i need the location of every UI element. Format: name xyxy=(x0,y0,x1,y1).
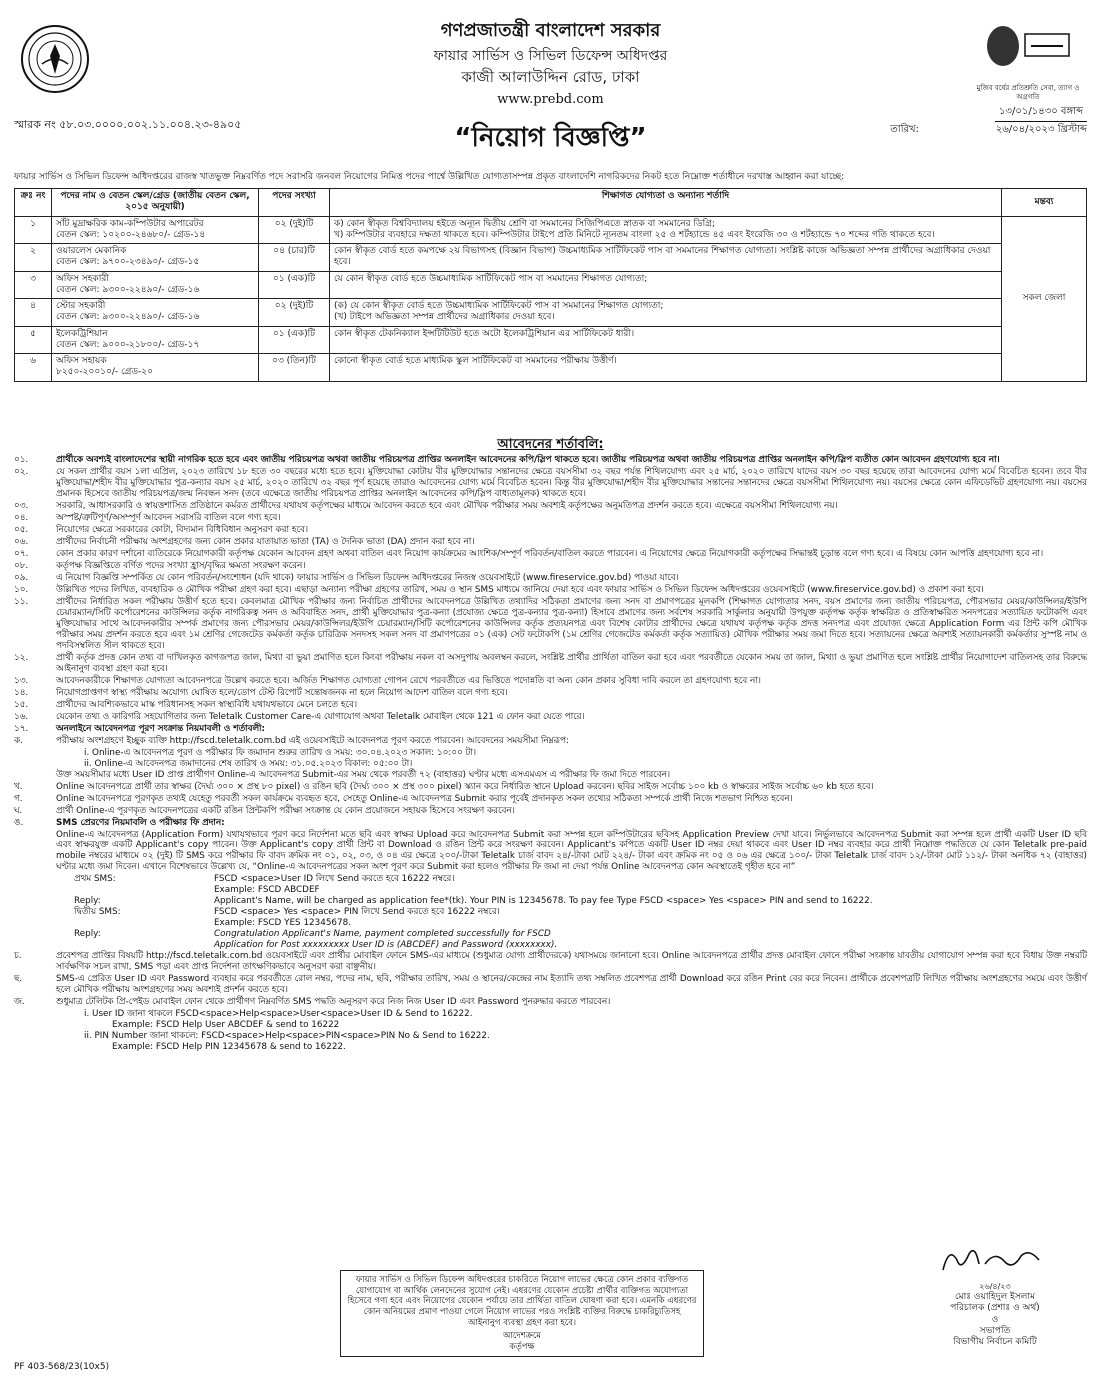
pay-scale: বেতন স্কেল: ৯০০০-২১৮০০/- গ্রেড-১৭ xyxy=(56,339,200,350)
rule-number: ক. xyxy=(14,735,23,746)
pay-scale: বেতন স্কেল: ৯৭০০-২৩৪৯০/- গ্রেড-১৫ xyxy=(56,257,200,268)
qualification-line: কোন স্বীকৃত টেকনিক্যাল ইন্সটিটিউট হতে অটো ইলেকট্রিশিয়ান এর সার্টিফিকেট ধারী। xyxy=(334,328,635,339)
condition-number: ১২. xyxy=(14,652,29,663)
row-serial: ৫ xyxy=(15,326,52,354)
order-text: আদেশক্রমে xyxy=(502,1331,542,1342)
col-remark: মন্তব্য xyxy=(1002,189,1087,217)
condition-item xyxy=(14,549,1087,560)
online-rule-kha xyxy=(14,782,1087,793)
remark-cell: সকল জেলা xyxy=(1002,216,1087,381)
row-qualification xyxy=(330,216,1002,244)
condition-number: ০৯. xyxy=(14,572,29,583)
sms-first xyxy=(14,874,1087,885)
condition-item xyxy=(14,597,1087,652)
pay-scale: বেতন স্কেল: ১০২০০-২৪৬৮০/- গ্রেড-১৪ xyxy=(56,229,206,240)
sms-value: Applicant's Name, will be charged as application fee*(tk). Your PIN is 12345678. To pay fee Type FSCD <space> Yes <space> PIN and send to 16222. xyxy=(214,896,873,907)
row-count: ০২ (দুই)টি xyxy=(259,299,330,327)
mujib-year-slogan: মুজিব বর্ষের প্রতিশ্রুতি সেবা, ত্যাগ ও অগ্রগতি xyxy=(976,84,1080,101)
row-serial: ৩ xyxy=(15,271,52,299)
website: www.prebd.com xyxy=(497,92,604,107)
rule-title: SMS প্রেরণের নিয়মাবলি ও পরীক্ষার ফি প্রদান: xyxy=(56,817,225,828)
sms-example: Example: FSCD ABCDEF xyxy=(214,885,320,896)
memo-number: স্মারক নং ৫৮.০৩.০০০০.০০২.১১.০০৪.২৩-৪৯০৫ xyxy=(14,118,242,131)
col-qualification: শিক্ষাগত যোগ্যতা ও অন্যান্য শর্তাদি xyxy=(330,189,1002,217)
address: কাজী আলাউদ্দিন রোড, ঢাকা xyxy=(461,68,640,86)
mujib-year-logo xyxy=(973,20,1083,100)
rule-text: উক্ত সময়সীমার মধ্যে User ID প্রাপ্ত প্রার্থীগণ Online-এ আবেদনপত্র Submit-এর সময় থেকে পরবর্তী ৭২ (বাহাত্তর) ঘণ্টার মধ্যে এসএমএস এ পরীক্ষার ফি জমা দিতে পারবেন। xyxy=(56,769,670,780)
row-serial: ১ xyxy=(15,216,52,244)
row-qualification xyxy=(330,326,1002,354)
condition-number: ১০. xyxy=(14,584,29,595)
condition-item xyxy=(14,467,1087,500)
handwritten-signature-icon xyxy=(935,1240,1055,1280)
condition-number: ০৮. xyxy=(14,560,29,571)
condition-number: ১৪. xyxy=(14,687,29,698)
date-bangla: ১৩/০১/১৪৩০ বঙ্গাব্দ xyxy=(995,106,1087,122)
row-count: ০৪ (চার)টি xyxy=(259,244,330,272)
qualification-line: কোন স্বীকৃত বোর্ড হতে কমপক্ষে ২য় বিভাগসহ (বিজ্ঞান বিভাগ) উচ্চমাধ্যমিক সার্টিফিকেট পাস বা সমমানের শিক্ষাগত যোগ্যতা। সংশ্লিষ্ট কাজে অভিজ্ঞতা সম্পন্ন প্রার্থীদের অগ্রাধিকার দেওয়া হবে। xyxy=(334,246,991,268)
condition-number: ১৩. xyxy=(14,675,29,686)
online-rule-ja xyxy=(14,997,1087,1008)
condition-number: ১৬. xyxy=(14,711,29,722)
rule-text: পরীক্ষায় অংশগ্রহণে ইচ্ছুক ব্যক্তি http://fscd.teletalk.com.bd এই ওয়েবসাইটে আবেদনপত্র পূরণ করতে পারবেন। আবেদনের সময়সীমা নিম্নরূপ: xyxy=(56,735,569,746)
sms-reply-2-cont xyxy=(14,940,1087,951)
condition-text: প্রার্থীদের নির্ধারিত সকল পরীক্ষায় উত্তীর্ণ হতে হবে। কেবলমাত্র মৌখিক পরীক্ষার জন্য নির্বাচিত প্রার্থীদের আবেদনপত্রে উল্লিখিত তথ্যাদির সঠিকতা প্রমাণের জন্য সনদ বা প্রমাণপত্রের মূলকপি (শিক্ষাগত যোগ্যতার সনদ, বয়স প্রমাণের জন্য জাতীয় পরিচয়পত্র, পৌরসভার মেয়র/কাউন্সিলর/ইউপি চেয়ারম্যান/সিটি কর্পোরেশনের কাউন্সিলর কর্তৃক নাগরিকত্ব সনদ ও অবিবাহিত সনদ, প্রার্থী মুক্তিযোদ্ধার পুত্র-কন্যা (প্রযোজ্য ক্ষেত্রে পুত্র-কন্যার পুত্র-কন্যা) হিসাবে প্রমাণের জন্য সর্বশেষ সরকারি সার্কুলার অনুযায়ী উপযুক্ত কর্তৃপক্ষ কর্তৃক স্বাক্ষরিত ও প্রতিস্বাক্ষরিত সনদপত্রের সত্যায়িত ফটোকপি এবং মুক্তিযোদ্ধার সাথে আবেদনকারীর সম্পর্ক প্রমাণের জন্য পৌরসভার মেয়র/কাউন্সিলর/ইউপি চেয়ারম্যান/সিটি কর্পোরেশনের কাউন্সিলর কর্তৃক প্রত্যয়নপত্র এবং বিশেষ কোটার প্রার্থীদের ক্ষেত্রে যথাযথ কর্তৃপক্ষ কর্তৃক প্রদত্ত সনদপত্র এবং প্রযোজ্য ক্ষেত্রে Application Form এর প্রিন্ট কপি মৌখিক পরীক্ষার সময় প্রদর্শন করতে হবে এবং ১ম শ্রেণির গেজেটেড কর্মকর্তা কর্তৃক চারিত্রিক সনদসহ সকল সনদ বা প্রমাণপত্রের ০১ (এক) সেট ফটোকপি (১ম শ্রেণির গেজেটেড কর্মকর্তা কর্তৃক সত্যায়িত) মৌখিক পরীক্ষার সময় জমা দিতে হবে। সত্যায়নের ক্ষেত্রে অবশ্যই সত্যায়নকারী কর্মকর্তার সুস্পষ্ট নাম ও পদবিসম্বলিত সীল থাকতে হবে। xyxy=(56,596,1087,651)
table-row xyxy=(15,216,1087,244)
sms-reply-1 xyxy=(14,896,1087,907)
condition-text: নিয়োগের ক্ষেত্রে সরকারের কোটা, বিদ্যমান বিধিবিধান অনুসরণ করা হবে। xyxy=(56,524,309,535)
condition-number: ১৭. xyxy=(14,723,29,734)
row-post xyxy=(52,299,259,327)
sms-example: Example: FSCD YES 12345678. xyxy=(214,918,352,929)
qualification-line: ক) কোন স্বীকৃত বিশ্ববিদ্যালয় হইতে অন্যূন দ্বিতীয় শ্রেণি বা সমমানের সিজিপিএতে স্নাতক বা সমমানের ডিগ্রি; xyxy=(334,218,716,229)
row-count: ০১ (এক)টি xyxy=(259,271,330,299)
rule-number: জ. xyxy=(14,997,25,1008)
schedule-end: ii. Online-এ আবেদনপত্র জমাদানের শেষ তারিখ ও সময়: ৩১.০৫.২০২৩ বিকাল: ০৫:০০ টা। xyxy=(84,758,413,769)
signer-committee: বিভাগীয় নির্বাচন কমিটি xyxy=(953,1337,1037,1347)
condition-item xyxy=(14,700,1087,711)
signer-role: সভাপতি xyxy=(979,1325,1011,1336)
sms-label: প্রথম SMS: xyxy=(74,874,116,885)
post-name: স্টোর সহকারী xyxy=(56,301,106,311)
qualification-line: (খ) টাইপে অভিজ্ঞতা সম্পন্ন প্রার্থীদের অগ্রাধিকার দেওয়া হবে। xyxy=(334,312,555,323)
condition-text: প্রার্থীদের নির্বাচনী পরীক্ষায় অংশগ্রহণের জন্য কোন প্রকার যাতায়াত ভাতা (TA) ও দৈনিক ভাতা (DA) প্রদান করা হবে না। xyxy=(56,536,475,547)
recover-pin-example: Example: FSCD Help PIN 12345678 & send to 16222. xyxy=(112,1042,346,1053)
rule-text: প্রার্থী Online-এ পূরণকৃত আবেদনপত্রের একটি রঙিন প্রিন্টকপি পরীক্ষা সংক্রান্ত যে কোন প্রয়োজনে সহায়ক হিসেবে সংরক্ষণ করবেন। xyxy=(56,805,515,816)
col-post-name: পদের নাম ও বেতন স্কেল/গ্রেড (জাতীয় বেতন স্কেল, ২০১৫ অনুযায়ী) xyxy=(52,189,259,217)
table-row xyxy=(15,271,1087,299)
condition-text: সরকারি, আধাসরকারি ও স্বায়ত্তশাসিত প্রতিষ্ঠানে কর্মরত প্রার্থীদের যথাযথ কর্তৃপক্ষের মাধ্যমে আবেদন করতে হবে এবং মৌখিক পরীক্ষার সময় অবশ্যই কর্তৃপক্ষের অনুমতিপত্র প্রদর্শন করতে হবে। এক্ষেত্রে বয়সসীমা শিথিলযোগ্য নয়। xyxy=(56,500,838,511)
condition-item xyxy=(14,525,1087,536)
row-post xyxy=(52,354,259,382)
rule-number: গ. xyxy=(14,793,23,804)
condition-text: এ নিয়োগ বিজ্ঞপ্তি সম্পর্কিত যে কোন পরিবর্তন/সংশোধন (যদি থাকে) ফায়ার সার্ভিস ও সিভিল ডিফেন্স অধিদপ্তরের নিজস্ব ওয়েবসাইটে (www.fireservice.gov.bd) পাওয়া যাবে। xyxy=(56,572,679,583)
date-block xyxy=(995,106,1087,136)
post-name: ওয়ারলেস মেকানিক xyxy=(56,246,127,256)
condition-text: উল্লিখিত পদের লিখিত, ব্যবহারিক ও মৌখিক পরীক্ষা গ্রহণ করা হবে। এছাড়া অন্যান্য পরীক্ষা গ্রহণের তারিখ, সময় ও স্থান SMS মাধ্যমে জানিয়ে দেয়া হবে এবং ফায়ার সার্ভিস ও সিভিল ডিফেন্স অধিদপ্তরের ওয়েবসাইটে (www.fireservice.gov.bd) ও প্রকাশ করা হবে। xyxy=(56,584,984,595)
condition-number: ১১. xyxy=(14,596,29,607)
row-qualification xyxy=(330,299,1002,327)
sms-value: FSCD <space>User ID লিখে Send করতে হবে 16222 নম্বরে। xyxy=(214,874,455,885)
condition-text: কোন প্রকার কারণ দর্শানো ব্যতিরেকে নিয়োগকারী কর্তৃপক্ষ যেকোন আবেদন গ্রহণ অথবা বাতিল এবং নিয়োগ কার্যক্রমের আংশিক/সম্পূর্ণ পরিবর্তন/বাতিল করতে পারবেন। এ নিয়োগের ক্ষেত্রে নিয়োগকারী কর্তৃপক্ষের সিদ্ধান্তই চূড়ান্ত বলে গণ্য হবে। এ বিষয়ে কোন আপত্তি গ্রহণযোগ্য হবে না। xyxy=(56,548,1044,559)
condition-item xyxy=(14,585,1087,596)
condition-text: অনলাইনে আবেদনপত্র পূরণ সংক্রান্ত নিয়মাবলী ও শর্তাবলী: xyxy=(56,723,266,734)
post-name: ইলেকট্রিশিয়ান xyxy=(56,328,108,339)
condition-item xyxy=(14,712,1087,723)
condition-item xyxy=(14,688,1087,699)
signature-block xyxy=(910,1240,1080,1348)
condition-text: যেকোন তথ্য ও কারিগরি সহযোগিতার জন্য Teletalk Customer Care-এ যোগাযোগ অথবা Teletalk মোবাইল থেকে 121 এ ফোন করা যেতে পারে। xyxy=(56,711,585,722)
row-post xyxy=(52,326,259,354)
online-rule-ka xyxy=(14,736,1087,747)
row-qualification xyxy=(330,271,1002,299)
condition-item xyxy=(14,676,1087,687)
qualification-line: (ক) যে কোন স্বীকৃত বোর্ড হতে উচ্চমাধ্যমিক সার্টিফিকেট পাস বা সমমানের শিক্ষাগত যোগ্যতা; xyxy=(334,301,664,311)
sms-second xyxy=(14,907,1087,918)
col-post-count: পদের সংখ্যা xyxy=(259,189,330,217)
rule-text: Online আবেদনপত্রে পূরণকৃত তথ্যই যেহেতু পরবর্তী সকল কার্যক্রমে ব্যবহৃত হবে, সেহেতু Online-এ আবেদনপত্র Submit করার পূর্বেই প্রদানকৃত সকল তথ্যের সঠিকতা সম্পর্কে প্রার্থী নিজে শতভাগ নিশ্চিত হবেন। xyxy=(56,793,793,804)
recover-pin: ii. PIN Number জানা থাকলে: FSCD<space>Help<space>PIN<space>PIN No & Send to 16222. xyxy=(84,1031,490,1042)
row-post xyxy=(52,271,259,299)
rule-number: ছ. xyxy=(14,974,23,985)
row-qualification xyxy=(330,354,1002,382)
rule-text: প্রবেশপত্র প্রাপ্তির বিষয়টি http://fscd.teletalk.com.bd ওয়েবসাইটে এবং প্রার্থীর মোবাইল ফোনে SMS-এর মাধ্যমে (শুধুমাত্র যোগ্য প্রার্থীদেরকে) যথাসময়ে জানানো হবে। Online আবেদনপত্রে প্রার্থীর প্রদত্ত মোবাইল ফোনে পরীক্ষা সংক্রান্ত যাবতীয় যোগাযোগ সম্পন্ন করা হবে বিধায় উক্ত নম্বরটি সার্বক্ষণিক সচল রাখা, SMS পড়া এবং প্রাপ্ত নির্দেশনা তাৎক্ষণিকভাবে অনুসরণ করা বাঞ্ছনীয়। xyxy=(56,951,1087,973)
sms-value: Application for Post xxxxxxxxx User ID is (ABCDEF) and Password (xxxxxxxx). xyxy=(214,940,558,951)
signer-and: ও xyxy=(991,1314,999,1325)
rule-text: SMS-এ প্রেরিত User ID এবং Password ব্যবহার করে পরবর্তীতে রোল নম্বর, পদের নাম, ছবি, পরীক্ষার তারিখ, সময় ও স্থানের/কেন্দ্রের নাম ইত্যাদি তথ্য সম্বলিত প্রবেশপত্র প্রার্থী Download করে রঙিন Print বের করে নিবেন। প্রার্থীকে প্রবেশপত্রটি লিখিত পরীক্ষায় অংশগ্রহণের সময়ে এবং উত্তীর্ণ হলে মৌখিক পরীক্ষায় অংশগ্রহণের সময় অবশ্যই প্রদর্শন করতে হবে। xyxy=(56,974,1087,996)
sms-reply-2 xyxy=(14,929,1087,940)
post-name: অফিস সহকারী xyxy=(56,273,109,284)
row-serial: ৪ xyxy=(15,299,52,327)
condition-text: যে সকল প্রার্থীর বয়স ১লা এপ্রিল, ২০২৩ তারিখে ১৮ হতে ৩০ বছরের মধ্যে হতে হবে। মুক্তিযোদ্ধা কোটায় বীর মুক্তিযোদ্ধার সন্তানদের ক্ষেত্রে বয়সসীমা ৩২ বছর পর্যন্ত শিথিলযোগ্য এবং ২৫ মার্চ, ২০২০ তারিখে যাদের বয়স ৩০ বছর হয়েছে তারা আবেদনের যোগ্য মর্মে বিবেচিত হবেন। তবে বীর মুক্তিযোদ্ধা/শহীদ বীর মুক্তিযোদ্ধার পুত্র-কন্যার বয়স ২৫ মার্চ, ২০২০ তারিখে ৩২ বছর পূর্ণ হয়েছে তারাও আবেদনের যোগ্য মর্মে বিবেচিত হবেন। কিন্তু বীর মুক্তিযোদ্ধা/শহীদ বীর মুক্তিযোদ্ধার সন্তানের সন্তানদের ক্ষেত্রে বয়সসীমা শিথিলযোগ্য নয়। বয়সের ক্ষেত্রে কোন এফিডেভিট গ্রহণযোগ্য নয়। বয়সের প্রমানক হিসেবে জাতীয় পরিচয়পত্র/জন্ম নিবন্ধন সনদ (তবে এক্ষেত্রে জাতীয় পরিচয়পত্র প্রাপ্তির অনলাইন আবেদনের কপি/স্লিপ বাধ্যতামূলক) থাকতে হবে। xyxy=(56,466,1087,499)
row-serial: ২ xyxy=(15,244,52,272)
table-row xyxy=(15,299,1087,327)
condition-number: ০৪. xyxy=(14,512,29,523)
date-english: ২৬/০৪/২০২৩ খ্রিস্টাব্দ xyxy=(995,123,1087,135)
table-row xyxy=(15,244,1087,272)
online-rule-note xyxy=(14,770,1087,781)
row-qualification xyxy=(330,244,1002,272)
condition-number: ০৫. xyxy=(14,524,29,535)
condition-item xyxy=(14,513,1087,524)
condition-item xyxy=(14,501,1087,512)
recover-user-id: i. User ID জানা থাকলে FSCD<space>Help<space>User<space>User ID & Send to 16222. xyxy=(84,1009,473,1020)
pay-scale: বেতন স্কেল: ৯৩০০-২২৪৯০/- গ্রেড-১৬ xyxy=(56,284,200,295)
pay-scale: ৮২৫০-২০০১০/- গ্রেড-২০ xyxy=(56,367,153,378)
row-count: ০৩ (তিন)টি xyxy=(259,354,330,382)
sms-value: Congratulation Applicant's Name, payment completed successfully for FSCD xyxy=(214,929,551,940)
gov-title: গণপ্রজাতন্ত্রী বাংলাদেশ সরকার xyxy=(440,20,661,41)
signature-date: ২৬/৪/২৩ xyxy=(979,1282,1011,1291)
rule-text: Online-এ আবেদনপত্র (Application Form) যথাযথভাবে পূরণ করে নির্দেশনা মতে ছবি এবং স্বাক্ষর Upload করে আবেদনপত্র Submit করা সম্পন্ন হলে কম্পিউটারের ছবিসহ Application Preview দেখা যাবে। নির্ভুলভাবে আবেদনপত্র Submit করা সম্পন্ন হলে প্রার্থী একটি User ID ছবি এবং স্বাক্ষরযুক্ত একটি Applicant's copy পাবেন। উক্ত Applicant's copy প্রার্থী প্রিন্ট বা Download ও রঙিন প্রিন্ট করে সংরক্ষণ করবেন। Applicant's কপিতে একটি User ID নম্বর দেয়া থাকবে এবং User ID নম্বর ব্যবহার করে প্রার্থী নিম্নোক্ত পদ্ধতিতে যে কোন Teletalk pre-paid mobile নম্বরের মাধ্যমে ০২ (দুই) টি SMS করে পরীক্ষার ফি বাবদ ক্রমিক নং ০১, ০২, ০৩, ও ০৪ এর ক্ষেত্রে ২০০/-টাকা Teletalk চার্জ বাবদ ২৪/-টাকা মোট ২২৪/- টাকা এবং ক্রমিক নং ০৫ ও ০৬ এর ক্ষেত্রে ১০০/- টাকা Teletalk চার্জ বাবদ ১২/-টাকা মোট ১১২/- টাকা অনধিক ৭২ (বাহাত্তর) ঘণ্টার মধ্যে জমা দিবেন। এখানে বিশেষভাবে উল্লেখ্য যে, “Online-এ আবেদনপত্রের সকল অংশ পূরণ করে Submit করা হলেও পরীক্ষার ফি জমা না দেয়া পর্যন্ত Online আবেদনপত্র কোন অবস্থাতেই গৃহীত হবে না” xyxy=(56,829,1087,873)
conditions-list xyxy=(14,455,1087,1053)
condition-text: আবেদনকারীকে শিক্ষাগত যোগ্যতা আবেদনপত্রে উল্লেখ করতে হবে। অর্জিত শিক্ষাগত যোগ্যতা গোপন রেখে পরবর্তীতে এর ভিত্তিতে পদোন্নতি বা অন্য কোন প্রকার সুবিধা দাবি করলে তা গ্রহণযোগ্য হবে না। xyxy=(56,675,761,686)
condition-text: প্রার্থীদের আবশ্যিকভাবে মাস্ক পরিধানসহ সকল স্বাস্থ্যবিধি যথাযথভাবে মেনে চলতে হবে। xyxy=(56,699,358,710)
condition-item xyxy=(14,537,1087,548)
col-serial: ক্রঃ নং xyxy=(15,189,52,217)
date-label: তারিখ: xyxy=(890,124,919,135)
rule-text: শুধুমাত্র টেলিটক প্রি-পেইড মোবাইল ফোন থেকে প্রার্থীগণ নিম্নবর্ণিত SMS পদ্ধতি অনুসরণ করে নিজ নিজ User ID এবং Password পুনরুদ্ধার করতে পারবেন। xyxy=(56,997,611,1008)
condition-text: অস্পষ্ট/ত্রুটিপূর্ণ/অসম্পূর্ণ আবেদন সরাসরি বাতিল বলে গণ্য হবে। xyxy=(56,512,281,523)
table-header-row xyxy=(15,189,1087,217)
online-rule-uma xyxy=(14,818,1087,829)
sms-label: Reply: xyxy=(74,929,101,940)
condition-item xyxy=(14,455,1087,466)
condition-number: ১৫. xyxy=(14,699,29,710)
recover-user-id-example: Example: FSCD Help User ABCDEF & send to 16222 xyxy=(112,1020,340,1031)
row-count: ০১ (এক)টি xyxy=(259,326,330,354)
condition-text: নিয়োগপ্রাপ্তগণ স্বাস্থ্য পরীক্ষায় অযোগ্য ঘোষিত হলে/ডোপ টেস্ট রিপোর্ট সন্তোষজনক না হলে নিয়োগ আদেশ বাতিল বলে গণ্য হবে। xyxy=(56,687,508,698)
condition-number: ০১. xyxy=(14,455,29,465)
warning-text: ফায়ার সার্ভিস ও সিভিল ডিফেন্স অধিদপ্তরের চাকরিতে নিয়োগ লাভের ক্ষেত্রে কোন প্রকার ব্যক্তিগত যোগাযোগ বা আর্থিক লেনদেনের সুযোগ নেই। এধরণের যেকোন প্রচেষ্টা প্রার্থীর ব্যক্তিগত অযোগ্যতা হিসেবে গণ্য হবে এবং নিয়োগের যেকোন পর্যায়ে তার প্রার্থিতা বাতিল ঘোষণা করা হবে। এমনকি এধরণের কোন অনিয়মের প্রমাণ পাওয়া গেলে নিয়োগ লাভের পরও সংশ্লিষ্ট ব্যক্তির বিরুদ্ধে চাকরিচ্যুতিসহ আইনানুগ ব্যবস্থা গ্রহণ করা হবে। xyxy=(347,1275,697,1328)
qualification-line: যে কোন স্বীকৃত বোর্ড হতে উচ্চমাধ্যমিক সার্টিফিকেট পাস বা সমমানের শিক্ষাগত যোগ্যতা; xyxy=(334,273,648,284)
sms-first-example xyxy=(14,885,1087,896)
mujib-portrait-icon xyxy=(973,20,1083,80)
condition-text: প্রার্থীকে অবশ্যই বাংলাদেশের স্থায়ী নাগরিক হতে হবে এবং জাতীয় পরিচয়পত্র অথবা জাতীয় পরিচয়পত্র প্রাপ্তির অনলাইন আবেদনের কপি/স্লিপ থাকতে হবে। জাতীয় পরিচয়পত্র অথবা জাতীয় পরিচয়পত্র প্রাপ্তির অনলাইন কপি/স্লিপ ব্যতীত কোন আবেদন গ্রহণযোগ্য হবে না। xyxy=(56,455,1000,465)
sms-label: Reply: xyxy=(74,896,101,907)
condition-text: প্রার্থী কর্তৃক প্রদত্ত কোন তথ্য বা দাখিলকৃত কাগজপত্র জাল, মিথ্যা বা ভুয়া প্রমাণিত হলে কিংবা পরীক্ষায় নকল বা অসদুপায় অবলম্বন করলে, সংশ্লিষ্ট প্রার্থীর প্রার্থিতা বাতিল করা হবে এবং পরবর্তীতে যেকোন সময় তা জাল, মিথ্যা ও ভুয়া প্রমাণিত হলে সংশ্লিষ্ট প্রার্থীর নিয়োগাদেশ বাতিলসহ তার বিরুদ্ধে আইনানুগ ব্যবস্থা গ্রহণ করা হবে। xyxy=(56,652,1087,674)
sms-value: FSCD <space> Yes <space> PIN লিখে Send করতে হবে 16222 নম্বরে। xyxy=(214,907,500,918)
condition-number: ০৭. xyxy=(14,548,29,559)
condition-item xyxy=(14,573,1087,584)
table-row xyxy=(15,326,1087,354)
signer-name: মোঃ ওয়াহিদুল ইসলাম xyxy=(955,1292,1035,1302)
online-rule-ga xyxy=(14,794,1087,805)
rule-text: Online আবেদনপত্রে প্রার্থী তার স্বাক্ষর (দৈর্ঘ্য ৩০০ × প্রস্থ ৮০ pixel) ও রঙিন ছবি (দৈর্ঘ্য ৩০০ × প্রস্থ ৩০০ pixel) স্ক্যান করে নির্ধারিত স্থানে Upload করবেন। ছবির সাইজ সর্বোচ্চ ১০০ kb ও স্বাক্ষরের সাইজ সর্বোচ্চ ৬০ kb হতে হবে। xyxy=(56,781,874,792)
condition-number: ০২. xyxy=(14,466,29,477)
condition-number: ০৬. xyxy=(14,536,29,547)
row-post xyxy=(52,216,259,244)
footer-code: PF 403-568/23(10x5) xyxy=(14,1362,110,1372)
authority-text: কর্তৃপক্ষ xyxy=(509,1341,535,1352)
online-rule-uma-body xyxy=(14,830,1087,874)
rule-number: চ. xyxy=(14,951,22,962)
online-rule-gha xyxy=(14,806,1087,817)
condition-item xyxy=(14,653,1087,675)
row-count: ০২ (দুই)টি xyxy=(259,216,330,244)
table-row xyxy=(15,354,1087,382)
condition-item xyxy=(14,561,1087,572)
online-rule-cha xyxy=(14,951,1087,973)
warning-note-box xyxy=(340,1270,704,1357)
sms-second-example xyxy=(14,918,1087,929)
condition-item xyxy=(14,724,1087,735)
pay-scale: বেতন স্কেল: ৯৩০০-২২৪৯০/- গ্রেড-১৬ xyxy=(56,312,200,323)
notice-title: “নিয়োগ বিজ্ঞপ্তি” xyxy=(454,123,647,153)
row-serial: ৬ xyxy=(15,354,52,382)
rule-number: ঘ. xyxy=(14,805,23,816)
post-name: অফিস সহায়ক xyxy=(56,356,107,366)
online-rule-chha xyxy=(14,974,1087,996)
schedule-start: i. Online-এ আবেদনপত্র পূরণ ও পরীক্ষার ফি জমাদান শুরুর তারিখ ও সময়: ৩০.০৪.২০২৩ সকাল: ১০:০০ টা। xyxy=(84,747,477,758)
row-post xyxy=(52,244,259,272)
rule-number: খ. xyxy=(14,781,23,792)
sms-label: দ্বিতীয় SMS: xyxy=(74,907,121,918)
department-name: ফায়ার সার্ভিস ও সিভিল ডিফেন্স অধিদপ্তর xyxy=(433,48,668,64)
header xyxy=(0,6,1101,166)
posts-table xyxy=(14,188,1087,382)
condition-number: ০৩. xyxy=(14,500,29,511)
qualification-line: কোনো স্বীকৃত বোর্ড হতে মাধ্যমিক স্কুল সার্টিফিকেট বা সমমানের পরীক্ষায় উত্তীর্ণ। xyxy=(334,356,617,366)
condition-text: কর্তৃপক্ষ বিজ্ঞপ্তিতে বর্ণিত পদের সংখ্যা হ্রাস/বৃদ্ধির ক্ষমতা সংরক্ষণ করেন। xyxy=(56,560,306,571)
qualification-line: খ) কম্পিউটার ব্যবহারে দক্ষতা থাকতে হবে। কম্পিউটার টাইপে প্রতি মিনিটে ন্যূনতম বাংলা ২৫ ও শর্টহ্যান্ডে ৪৫ এবং ইংরেজি ৩০ ও শর্টহ্যান্ডে ৭০ শব্দের গতি থাকতে হবে। xyxy=(334,229,935,240)
intro-text: ফায়ার সার্ভিস ও সিভিল ডিফেন্স অধিদপ্তরের রাজস্ব খাতভুক্ত নিম্নবর্ণিত পদে সরাসরি জনবল নিয়োগের নিমিত্ত পদের পার্শ্বে উল্লিখিত যোগ্যতাসম্পন্ন প্রকৃত বাংলাদেশি নাগরিকদের নিকট হতে নিম্নোক্ত শর্তাধীনে দরখাস্ত আহ্বান করা যাচ্ছে: xyxy=(14,172,845,182)
signer-title: পরিচালক (প্রশাঃ ও অর্থ) xyxy=(950,1303,1040,1314)
conditions-title: আবেদনের শর্তাবলি: xyxy=(497,437,604,452)
post-name: সাঁট মুদ্রাক্ষরিক কাম-কম্পিউটার অপারেটর xyxy=(56,218,204,229)
rule-number: ঙ. xyxy=(14,817,24,828)
